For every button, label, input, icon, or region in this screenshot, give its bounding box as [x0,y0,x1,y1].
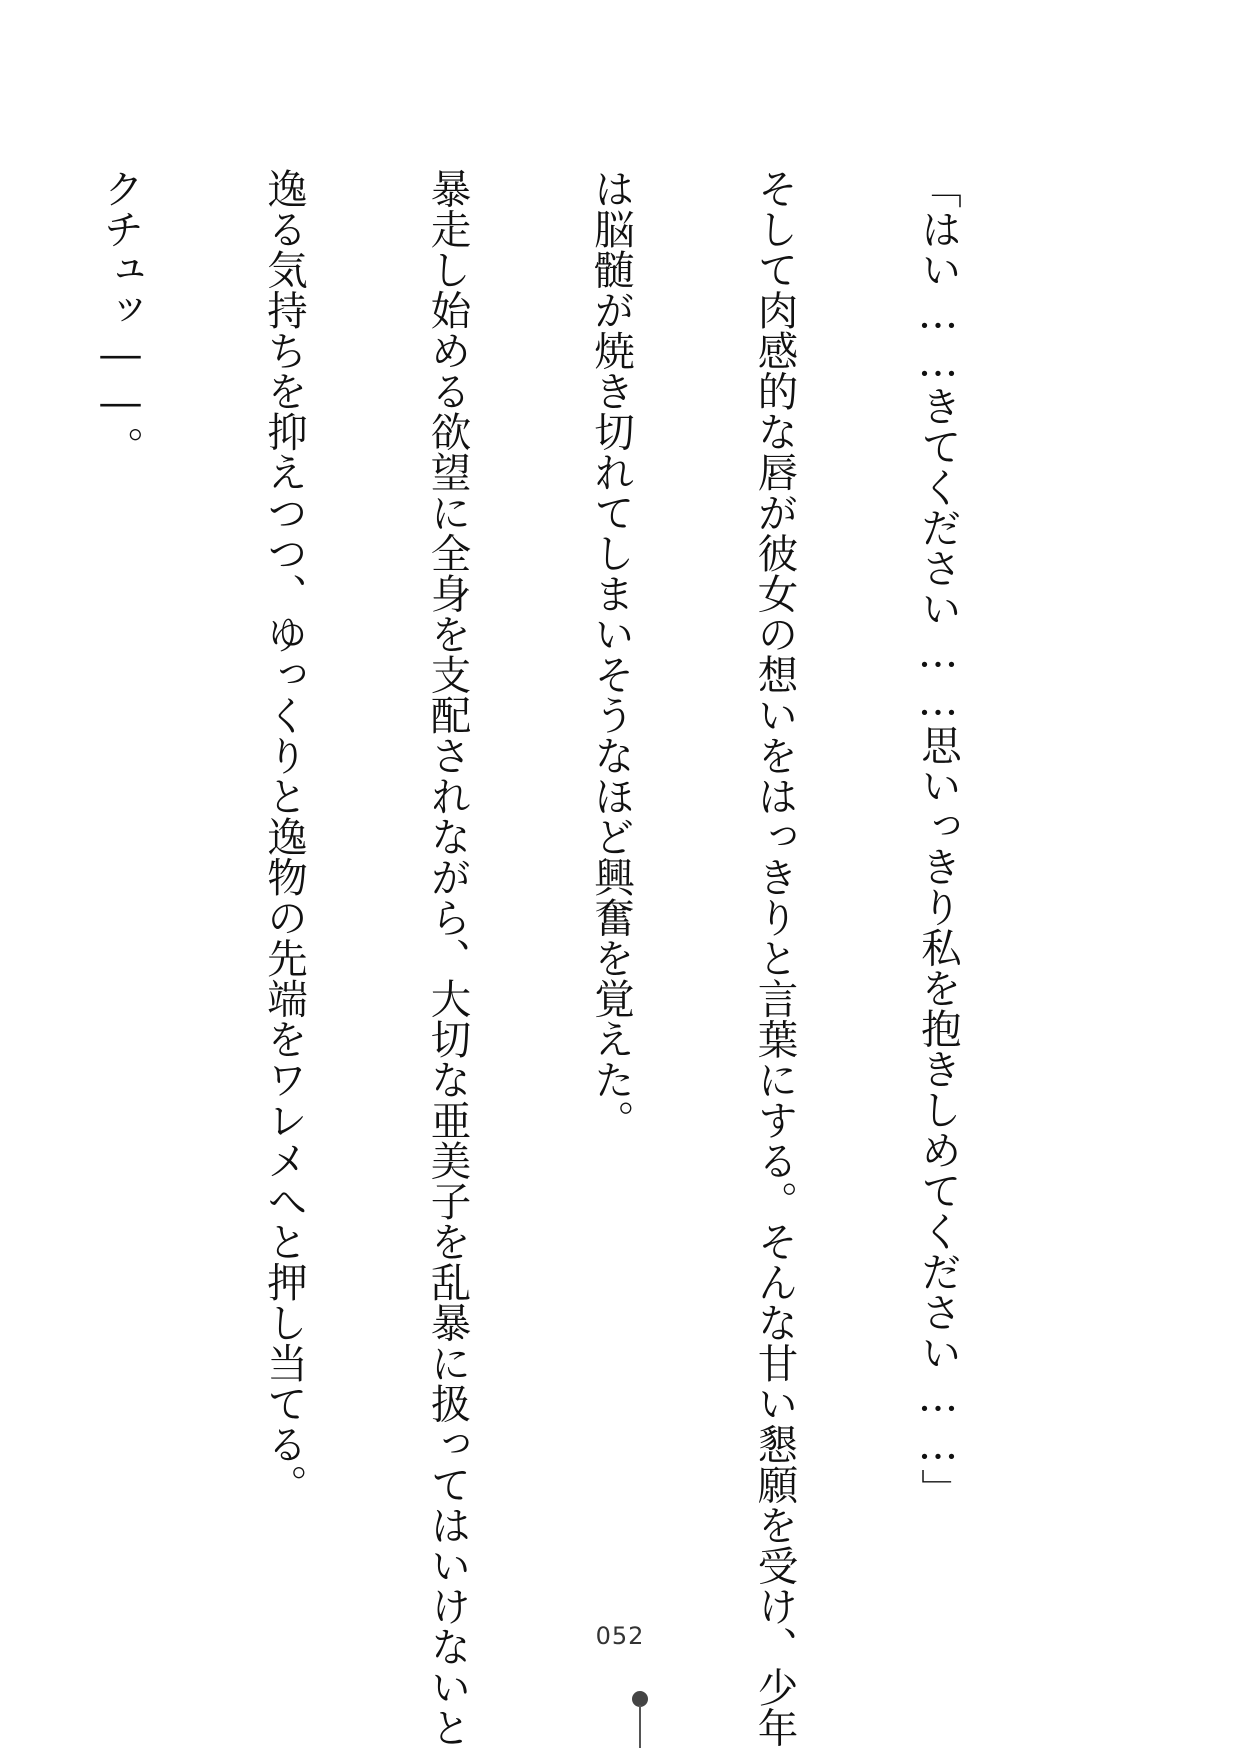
text-line: 暴走し始める欲望に全身を支配されながら、大切な亜美子を乱暴に扱ってはいけないと [423,168,472,1748]
text-line: 逸る気持ちを抑えつつ、ゆっくりと逸物の先端をワレメへと押し当てる。 [260,168,308,1505]
text-line: 「はい……きてください……思いっきり私を抱きしめてください……」 [914,168,962,1509]
page-number: 052 [595,1622,645,1650]
text-line: は脳髄が焼き切れてしまいそうなほど興奮を覚えた。 [587,168,635,1140]
text-line: クチュッ――。 [96,168,145,467]
text-line: そして肉感的な唇が彼女の想いをはっきりと言葉にする。そんな甘い懇願を受け、少年 [750,168,799,1748]
page-marker-line [639,1705,641,1748]
